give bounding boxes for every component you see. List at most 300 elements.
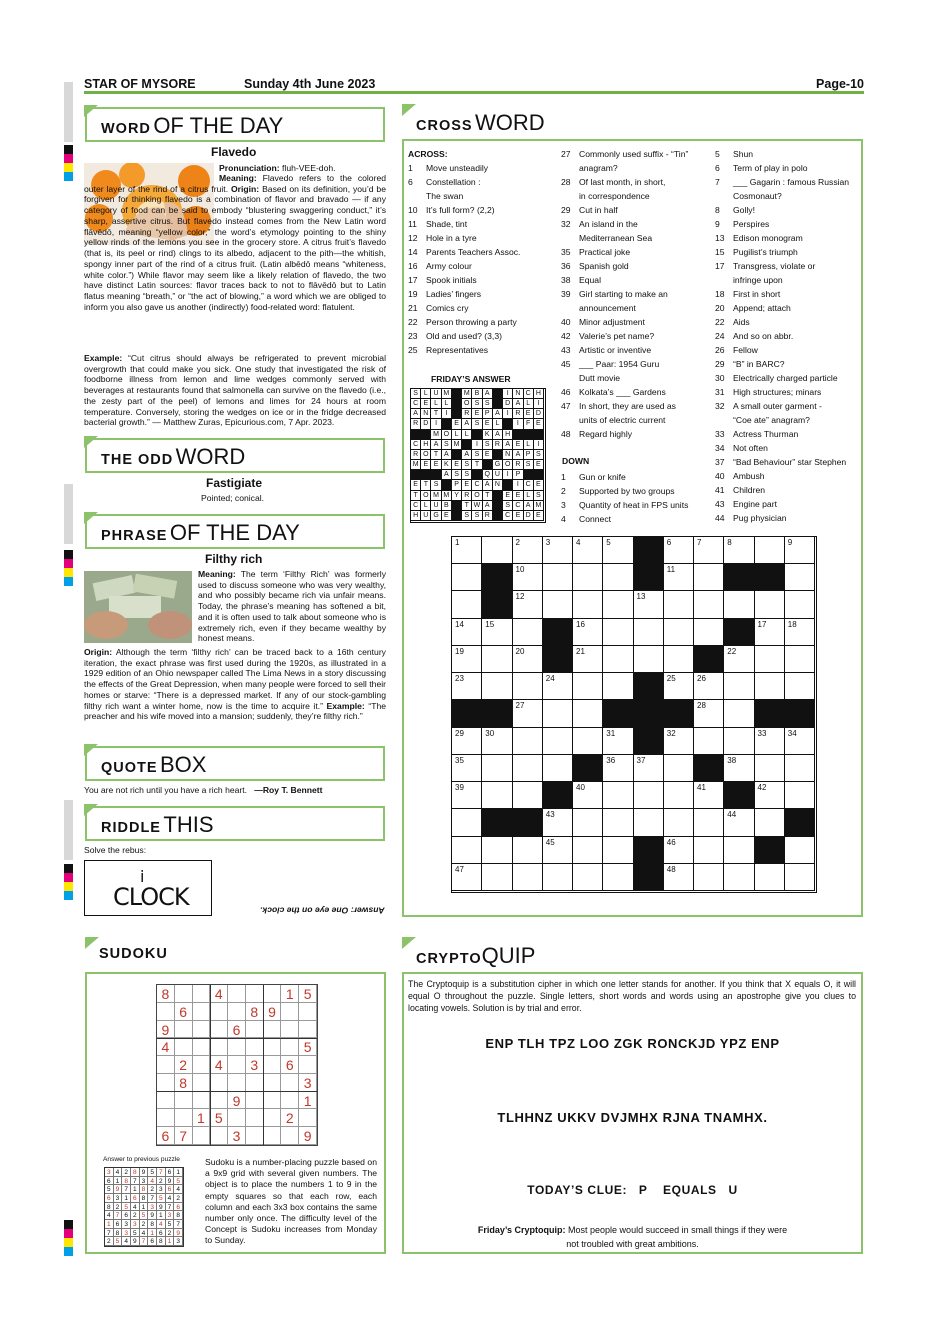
- crossword-cell[interactable]: [785, 591, 815, 618]
- answer-cell: A: [462, 419, 472, 429]
- answer-digit: 9: [174, 1229, 183, 1238]
- crossword-cell[interactable]: [573, 700, 603, 727]
- crossword-cell[interactable]: [634, 782, 664, 809]
- sudoku-cell[interactable]: 8: [157, 985, 175, 1003]
- crossword-cell[interactable]: [755, 755, 785, 782]
- crossword-cell[interactable]: 37: [634, 755, 664, 782]
- sudoku-cell[interactable]: [228, 1056, 246, 1074]
- crossword-cell[interactable]: [573, 564, 603, 591]
- crossword-cell[interactable]: [543, 755, 573, 782]
- answer-cell: M: [452, 440, 462, 450]
- clue-item: 6 Term of play in polo: [715, 163, 808, 173]
- crossword-cell[interactable]: [664, 809, 694, 836]
- answer-digit: 4: [122, 1237, 131, 1246]
- crossword-cell[interactable]: [513, 755, 543, 782]
- crossword-cell[interactable]: [694, 591, 724, 618]
- crossword-cell[interactable]: 9: [785, 537, 815, 564]
- crossword-block: [785, 809, 815, 836]
- answer-digit: 2: [148, 1185, 157, 1194]
- answer-cell: T: [462, 501, 472, 511]
- sudoku-cell[interactable]: [246, 1074, 264, 1092]
- answer-cell: S: [483, 440, 493, 450]
- crossword-cell[interactable]: [755, 864, 785, 891]
- crossword-cell[interactable]: [664, 755, 694, 782]
- answer-cell: L: [421, 501, 431, 511]
- crossword-cell[interactable]: 4: [573, 537, 603, 564]
- answer-cell: [431, 470, 441, 480]
- answer-cell: [421, 430, 431, 440]
- sudoku-cell[interactable]: [175, 1021, 193, 1039]
- crossword-cell[interactable]: [724, 673, 754, 700]
- sudoku-grid[interactable]: [156, 984, 318, 1146]
- answer-digit: 3: [166, 1211, 175, 1220]
- crossword-cell[interactable]: [452, 591, 482, 618]
- crossword-cell[interactable]: 23: [452, 673, 482, 700]
- sudoku-cell[interactable]: 4: [210, 985, 228, 1003]
- crossword-cell[interactable]: [513, 837, 543, 864]
- cryptoquip-intro: The Cryptoquip is a substitution cipher in which one letter stands for another. If you think that X equals O, it will equal O throughout the puzzle. Single letters, short words and words using an apostrophe give you clues to locating vowels. Solution is by trial and error.: [408, 979, 856, 1013]
- sudoku-cell[interactable]: [228, 1038, 246, 1056]
- crossword-cell[interactable]: 21: [573, 646, 603, 673]
- answer-cell: S: [472, 511, 482, 521]
- answer-cell: P: [524, 450, 534, 460]
- crossword-cell[interactable]: [664, 782, 694, 809]
- crossword-block: [543, 619, 573, 646]
- word-of-day-title: WORD OF THE DAY: [85, 107, 385, 142]
- sudoku-cell[interactable]: 6: [281, 1056, 299, 1074]
- crossword-cell[interactable]: [785, 837, 815, 864]
- sudoku-cell[interactable]: [175, 985, 193, 1003]
- sudoku-cell[interactable]: 1: [299, 1092, 317, 1110]
- clue-item: 34 Not often: [715, 443, 768, 453]
- sudoku-cell[interactable]: [193, 1127, 211, 1145]
- crossword-cell[interactable]: 17: [755, 619, 785, 646]
- sudoku-cell[interactable]: 9: [264, 1003, 282, 1021]
- crossword-cell[interactable]: [573, 864, 603, 891]
- crossword-cell[interactable]: [664, 646, 694, 673]
- friday-answer-grid: [410, 388, 546, 523]
- crossword-cell[interactable]: 7: [694, 537, 724, 564]
- crossword-cell[interactable]: [694, 564, 724, 591]
- sudoku-cell[interactable]: 6: [228, 1021, 246, 1039]
- crossword-cell[interactable]: 13: [634, 591, 664, 618]
- crossword-block: [694, 755, 724, 782]
- crossword-cell[interactable]: 22: [724, 646, 754, 673]
- answer-digit: 7: [114, 1211, 123, 1220]
- crossword-cell[interactable]: 3: [543, 537, 573, 564]
- answer-digit: 7: [140, 1237, 149, 1246]
- clue-item: Dutt movie: [579, 373, 621, 383]
- crossword-cell[interactable]: [785, 864, 815, 891]
- crossword-cell[interactable]: [482, 837, 512, 864]
- crossword-cell[interactable]: [694, 619, 724, 646]
- crossword-cell[interactable]: 20: [513, 646, 543, 673]
- answer-cell: [421, 470, 431, 480]
- crossword-cell[interactable]: 48: [664, 864, 694, 891]
- sudoku-cell[interactable]: 4: [210, 1056, 228, 1074]
- clue-item: 29 Cut in half: [561, 205, 618, 215]
- sudoku-cell[interactable]: 2: [175, 1056, 193, 1074]
- clue-item: 29 “B” in BARC?: [715, 359, 785, 369]
- sudoku-cell[interactable]: 6: [157, 1127, 175, 1145]
- crossword-cell[interactable]: [694, 728, 724, 755]
- crossword-cell[interactable]: 39: [452, 782, 482, 809]
- crossword-cell[interactable]: 16: [573, 619, 603, 646]
- crossword-cell[interactable]: 40: [573, 782, 603, 809]
- sudoku-cell[interactable]: [264, 985, 282, 1003]
- answer-cell: L: [493, 419, 503, 429]
- crossword-cell[interactable]: [573, 837, 603, 864]
- sudoku-cell[interactable]: [264, 1092, 282, 1110]
- sudoku-cell[interactable]: [246, 1092, 264, 1110]
- crossword-cell[interactable]: 28: [694, 700, 724, 727]
- crossword-cell[interactable]: 26: [694, 673, 724, 700]
- answer-digit: 2: [105, 1237, 114, 1246]
- gray-strip: [64, 82, 73, 142]
- sudoku-cell[interactable]: [193, 1021, 211, 1039]
- sudoku-cell[interactable]: [228, 1109, 246, 1127]
- crossword-cell[interactable]: [724, 728, 754, 755]
- answer-digit: 4: [166, 1194, 175, 1203]
- crossword-cell[interactable]: [573, 728, 603, 755]
- cryptoquip-title: CRYPTOQUIP: [402, 939, 863, 974]
- sudoku-cell[interactable]: [210, 1021, 228, 1039]
- sudoku-cell[interactable]: [264, 1038, 282, 1056]
- sudoku-cell[interactable]: 9: [228, 1092, 246, 1110]
- crossword-cell[interactable]: [634, 619, 664, 646]
- crossword-cell[interactable]: 10: [513, 564, 543, 591]
- crossword-cell[interactable]: [513, 782, 543, 809]
- sudoku-cell[interactable]: [193, 1056, 211, 1074]
- answer-cell: M: [442, 491, 452, 501]
- sudoku-cell[interactable]: [246, 985, 264, 1003]
- crossword-cell[interactable]: 25: [664, 673, 694, 700]
- clue-item: 19 Ladies’ fingers: [408, 289, 482, 299]
- crossword-cell[interactable]: [694, 837, 724, 864]
- sudoku-cell[interactable]: [246, 1021, 264, 1039]
- crossword-cell[interactable]: [755, 591, 785, 618]
- answer-digit: 7: [166, 1203, 175, 1212]
- crossword-cell[interactable]: [785, 755, 815, 782]
- sudoku-cell[interactable]: [193, 1074, 211, 1092]
- crossword-cell[interactable]: [513, 728, 543, 755]
- sudoku-cell[interactable]: [281, 1038, 299, 1056]
- crossword-cell[interactable]: 2: [513, 537, 543, 564]
- answer-cell: K: [483, 430, 493, 440]
- sudoku-cell[interactable]: 1: [193, 1109, 211, 1127]
- sudoku-cell[interactable]: 3: [299, 1074, 317, 1092]
- answer-digit: 4: [157, 1220, 166, 1229]
- crossword-cell[interactable]: 35: [452, 755, 482, 782]
- answer-cell: U: [493, 470, 503, 480]
- clue-item: 12 Hole in a tyre: [408, 233, 477, 243]
- sudoku-cell[interactable]: [281, 1074, 299, 1092]
- answer-cell: E: [431, 460, 441, 470]
- money-photo: [84, 571, 192, 643]
- sudoku-cell[interactable]: [246, 1038, 264, 1056]
- sudoku-cell[interactable]: 5: [299, 1038, 317, 1056]
- crossword-cell[interactable]: [785, 646, 815, 673]
- crossword-cell[interactable]: 33: [755, 728, 785, 755]
- sudoku-cell[interactable]: [210, 1003, 228, 1021]
- answer-cell: E: [483, 450, 493, 460]
- crossword-cell[interactable]: [634, 809, 664, 836]
- crossword-cell[interactable]: 11: [664, 564, 694, 591]
- quote-box-title: QUOTE BOX: [85, 746, 385, 781]
- sudoku-cell[interactable]: [175, 1109, 193, 1127]
- crossword-cell[interactable]: [603, 591, 633, 618]
- crossword-cell[interactable]: 29: [452, 728, 482, 755]
- crossword-cell[interactable]: [543, 700, 573, 727]
- clue-item: 20 Append; attach: [715, 303, 791, 313]
- sudoku-cell[interactable]: [264, 1074, 282, 1092]
- sudoku-cell[interactable]: [193, 1038, 211, 1056]
- crossword-cell[interactable]: [603, 673, 633, 700]
- crossword-block: [785, 700, 815, 727]
- crossword-cell[interactable]: 18: [785, 619, 815, 646]
- crossword-cell[interactable]: [513, 619, 543, 646]
- sudoku-cell[interactable]: [193, 1092, 211, 1110]
- crossword-cell[interactable]: [543, 591, 573, 618]
- crossword-cell[interactable]: 43: [543, 809, 573, 836]
- crossword-cell[interactable]: [603, 809, 633, 836]
- sudoku-cell[interactable]: 4: [157, 1038, 175, 1056]
- crossword-cell[interactable]: [543, 564, 573, 591]
- answer-cell: L: [442, 399, 452, 409]
- sudoku-cell[interactable]: 2: [281, 1109, 299, 1127]
- answer-digit: 8: [131, 1168, 140, 1177]
- crossword-cell[interactable]: [785, 673, 815, 700]
- sudoku-cell[interactable]: [264, 1109, 282, 1127]
- answer-cell: E: [513, 491, 523, 501]
- answer-digit: 5: [174, 1177, 183, 1186]
- answer-cell: E: [452, 460, 462, 470]
- sudoku-cell[interactable]: 8: [246, 1003, 264, 1021]
- answer-digit: 3: [122, 1220, 131, 1229]
- sudoku-cell[interactable]: 6: [175, 1003, 193, 1021]
- crossword-cell[interactable]: [513, 673, 543, 700]
- cryptoquip-clue: TODAY’S CLUE: P EQUALS U: [527, 1183, 738, 1197]
- crossword-cell[interactable]: [785, 782, 815, 809]
- crossword-cell[interactable]: 44: [724, 809, 754, 836]
- crossword-cell[interactable]: 30: [482, 728, 512, 755]
- crossword-cell[interactable]: [755, 537, 785, 564]
- sudoku-cell[interactable]: [193, 1003, 211, 1021]
- sudoku-cell[interactable]: [175, 1038, 193, 1056]
- crossword-cell[interactable]: [482, 537, 512, 564]
- crossword-cell[interactable]: [724, 700, 754, 727]
- sudoku-answer-grid: [104, 1167, 184, 1247]
- across-clues-continued: [561, 147, 688, 441]
- crossword-cell[interactable]: [755, 809, 785, 836]
- crossword-cell[interactable]: [785, 564, 815, 591]
- crossword-cell[interactable]: [573, 673, 603, 700]
- crossword-cell[interactable]: [664, 619, 694, 646]
- crossword-cell[interactable]: 45: [543, 837, 573, 864]
- clue-item: 15 Pugilist’s triumph: [715, 247, 798, 257]
- answer-digit: 6: [148, 1237, 157, 1246]
- crossword-cell[interactable]: 14: [452, 619, 482, 646]
- crossword-cell[interactable]: [664, 591, 694, 618]
- sudoku-cell[interactable]: [157, 1003, 175, 1021]
- down-clues: [561, 470, 688, 526]
- crossword-cell[interactable]: [603, 782, 633, 809]
- crossword-cell[interactable]: 41: [694, 782, 724, 809]
- sudoku-cell[interactable]: [210, 1127, 228, 1145]
- sudoku-cell[interactable]: [210, 1038, 228, 1056]
- sudoku-cell[interactable]: 3: [228, 1127, 246, 1145]
- crossword-cell[interactable]: 46: [664, 837, 694, 864]
- crossword-cell[interactable]: [482, 646, 512, 673]
- crossword-cell[interactable]: [755, 646, 785, 673]
- sudoku-cell[interactable]: 5: [210, 1109, 228, 1127]
- sudoku-cell[interactable]: [246, 1109, 264, 1127]
- sudoku-cell[interactable]: [228, 1074, 246, 1092]
- crossword-cell[interactable]: 1: [452, 537, 482, 564]
- sudoku-cell[interactable]: 9: [299, 1127, 317, 1145]
- crossword-cell[interactable]: [603, 646, 633, 673]
- sudoku-cell[interactable]: [264, 1021, 282, 1039]
- crossword-block: [634, 564, 664, 591]
- sudoku-cell[interactable]: [281, 1092, 299, 1110]
- crossword-cell[interactable]: 34: [785, 728, 815, 755]
- answer-digit: 3: [157, 1185, 166, 1194]
- crossword-cell[interactable]: [573, 591, 603, 618]
- sudoku-cell[interactable]: [246, 1127, 264, 1145]
- sudoku-cell[interactable]: [157, 1092, 175, 1110]
- crossword-cell[interactable]: [694, 809, 724, 836]
- answer-cell: L: [462, 430, 472, 440]
- crossword-cell[interactable]: [634, 646, 664, 673]
- sudoku-cell[interactable]: 9: [157, 1021, 175, 1039]
- money-image: [84, 571, 192, 643]
- answer-digit: 1: [140, 1203, 149, 1212]
- crossword-cell[interactable]: [482, 755, 512, 782]
- crossword-cell[interactable]: 15: [482, 619, 512, 646]
- gray-strip: [64, 800, 73, 860]
- sudoku-cell[interactable]: 8: [175, 1074, 193, 1092]
- answer-digit: 4: [114, 1168, 123, 1177]
- answer-cell: E: [411, 480, 421, 490]
- sudoku-cell[interactable]: [193, 985, 211, 1003]
- answer-cell: N: [513, 389, 523, 399]
- crossword-block: [573, 755, 603, 782]
- crossword-cell[interactable]: [603, 864, 633, 891]
- rebus-box: [84, 860, 212, 916]
- crossword-cell[interactable]: [543, 864, 573, 891]
- sudoku-cell[interactable]: [264, 1056, 282, 1074]
- sudoku-cell[interactable]: [228, 1003, 246, 1021]
- sudoku-cell[interactable]: [175, 1092, 193, 1110]
- crossword-cell[interactable]: 5: [603, 537, 633, 564]
- answer-cell: [472, 470, 482, 480]
- crossword-cell[interactable]: [694, 864, 724, 891]
- crossword-block: [724, 564, 754, 591]
- sudoku-cell[interactable]: [299, 1021, 317, 1039]
- answer-digit: 6: [131, 1194, 140, 1203]
- crossword-cell[interactable]: [452, 837, 482, 864]
- sudoku-cell[interactable]: [157, 1056, 175, 1074]
- crossword-cell[interactable]: [452, 809, 482, 836]
- sudoku-cell[interactable]: 1: [281, 985, 299, 1003]
- crossword-cell[interactable]: [755, 673, 785, 700]
- sudoku-cell[interactable]: 7: [175, 1127, 193, 1145]
- sudoku-cell[interactable]: [299, 1003, 317, 1021]
- sudoku-cell[interactable]: [281, 1127, 299, 1145]
- crossword-cell[interactable]: [452, 564, 482, 591]
- answer-cell: A: [513, 399, 523, 409]
- answer-digit: 9: [131, 1237, 140, 1246]
- crossword-cell[interactable]: [603, 837, 633, 864]
- crossword-block: [724, 619, 754, 646]
- clue-item: 22 Person throwing a party: [408, 317, 517, 327]
- sudoku-cell[interactable]: [157, 1109, 175, 1127]
- pronunciation: fluh-VEE-doh.: [282, 163, 336, 173]
- crossword-cell[interactable]: 32: [664, 728, 694, 755]
- crossword-cell[interactable]: [482, 782, 512, 809]
- sudoku-cell[interactable]: [157, 1074, 175, 1092]
- crossword-cell[interactable]: [482, 864, 512, 891]
- phrase-headword: Filthy rich: [205, 552, 263, 566]
- answer-cell: [493, 389, 503, 399]
- crossword-cell[interactable]: 8: [724, 537, 754, 564]
- crossword-cell[interactable]: 38: [724, 755, 754, 782]
- sudoku-cell[interactable]: 5: [299, 985, 317, 1003]
- sudoku-cell[interactable]: [228, 985, 246, 1003]
- crossword-cell[interactable]: [543, 728, 573, 755]
- sudoku-cell[interactable]: 3: [246, 1056, 264, 1074]
- sudoku-cell[interactable]: [281, 1021, 299, 1039]
- clue-item: 14 Parents Teachers Assoc.: [408, 247, 521, 257]
- clue-item: 27 Commonly used suffix - “Tin”: [561, 149, 689, 159]
- sudoku-cell[interactable]: [210, 1092, 228, 1110]
- crossword-cell[interactable]: [724, 591, 754, 618]
- crossword-cell[interactable]: 24: [543, 673, 573, 700]
- issue-date: Sunday 4th June 2023: [244, 77, 376, 91]
- crossword-cell[interactable]: 47: [452, 864, 482, 891]
- answer-cell: I: [442, 409, 452, 419]
- sudoku-cell[interactable]: [299, 1109, 317, 1127]
- answer-digit: 6: [114, 1220, 123, 1229]
- answer-cell: A: [442, 470, 452, 480]
- crossword-cell[interactable]: [513, 864, 543, 891]
- crossword-cell[interactable]: 42: [755, 782, 785, 809]
- crossword-cell[interactable]: 6: [664, 537, 694, 564]
- answer-cell: O: [442, 430, 452, 440]
- sudoku-cell[interactable]: [210, 1074, 228, 1092]
- crossword-grid[interactable]: [451, 536, 817, 893]
- answer-cell: [411, 430, 421, 440]
- answer-digit: 5: [157, 1194, 166, 1203]
- clue-item: 16 Army colour: [408, 261, 472, 271]
- crossword-cell[interactable]: [724, 837, 754, 864]
- crossword-cell[interactable]: [482, 673, 512, 700]
- crossword-cell[interactable]: [573, 809, 603, 836]
- crossword-cell[interactable]: 19: [452, 646, 482, 673]
- crossword-cell[interactable]: 36: [603, 755, 633, 782]
- crossword-cell[interactable]: 27: [513, 700, 543, 727]
- crossword-cell[interactable]: [603, 619, 633, 646]
- clue-item: infringe upon: [733, 275, 783, 285]
- crossword-cell[interactable]: [603, 564, 633, 591]
- sudoku-cell[interactable]: [264, 1127, 282, 1145]
- answer-cell: [513, 430, 523, 440]
- sudoku-cell[interactable]: [281, 1003, 299, 1021]
- crossword-cell[interactable]: 31: [603, 728, 633, 755]
- sudoku-cell[interactable]: [299, 1056, 317, 1074]
- crossword-cell[interactable]: 12: [513, 591, 543, 618]
- crossword-cell[interactable]: [724, 864, 754, 891]
